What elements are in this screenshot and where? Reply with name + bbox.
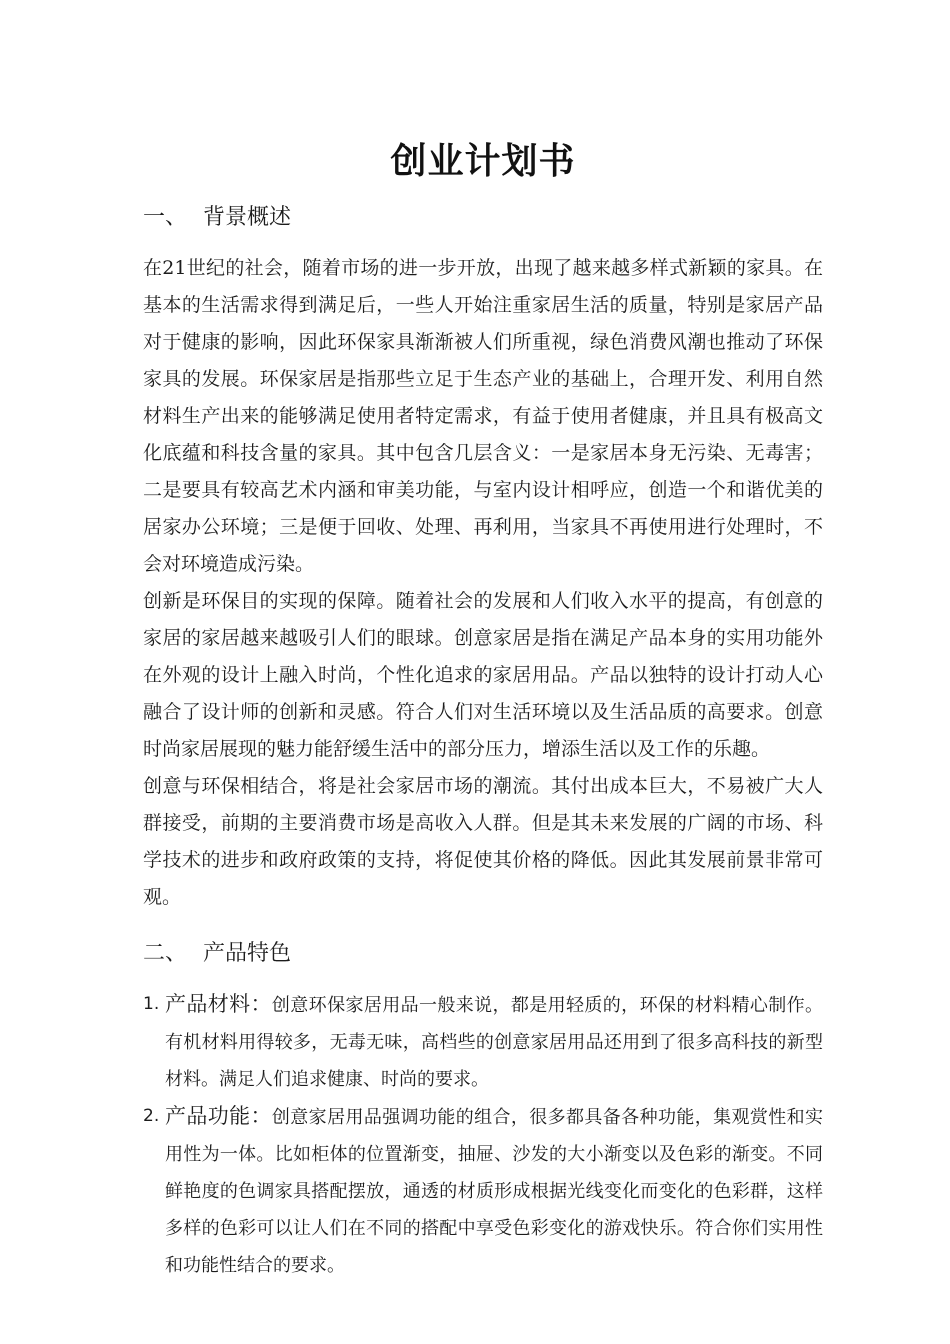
list-item-number: 2. xyxy=(143,1106,160,1126)
section-number: 二、 xyxy=(143,941,188,966)
list-item-text: 创意环保家居用品一般来说，都是用轻质的，环保的材料精心制作。有机材料用得较多，无毒无味，高档些的创意家居用品还用到了很多高科技的新型材料。满足人们追求健康、时尚的要求。 xyxy=(165,995,824,1090)
list-item-function xyxy=(143,1098,823,1284)
section-heading-features xyxy=(143,940,823,968)
paragraph-background-1: 在21世纪的社会，随着市场的进一步开放，出现了越来越多样式新颖的家具。在基本的生活需求得到满足后，一些人开始注重家居生活的质量，特别是家居产品对于健康的影响，因此环保家具渐渐被人们所重视，绿色消费风潮也推动了环保家具的发展。环保家居是指那些立足于生态产业的基础上，合理开发、利用自然材料生产出来的能够满足使用者特定需求，有益于使用者健康，并且具有极高文化底蕴和科技含量的家具。其中包含几层含义：一是家居本身无污染、无毒害；二是要具有较高艺术内涵和审美功能，与室内设计相呼应，创造一个和谐优美的居家办公环境；三是便于回收、处理、再利用，当家具不再使用进行处理时，不会对环境造成污染。 xyxy=(143,257,823,575)
section-heading-background xyxy=(143,204,823,232)
section-number: 一、 xyxy=(143,205,188,230)
document-title: 创业计划书 xyxy=(390,140,576,182)
feature-list xyxy=(143,986,823,1284)
list-item-text: 创意家居用品强调功能的组合，很多都具备各种功能，集观赏性和实用性为一体。比如柜体的位置渐变，抽屉、沙发的大小渐变以及色彩的渐变。不同鲜艳度的色调家具搭配摆放，通透的材质形成根据光线变化而变化的色彩群，这样多样的色彩可以让人们在不同的搭配中享受色彩变化的游戏快乐。符合你们实用性和功能性结合的要求。 xyxy=(165,1107,824,1276)
paragraph-background-2: 创新是环保目的实现的保障。随着社会的发展和人们收入水平的提高，有创意的家居的家居越来越吸引人们的眼球。创意家居是指在满足产品本身的实用功能外在外观的设计上融入时尚，个性化追求的家居用品。产品以独特的设计打动人心融合了设计师的创新和灵感。符合人们对生活环境以及生活品质的高要求。创意时尚家居展现的魅力能舒缓生活中的部分压力，增添生活以及工作的乐趣。 xyxy=(143,590,823,760)
list-item-material xyxy=(143,986,823,1098)
section-title: 产品特色 xyxy=(203,941,292,966)
paragraph-background-3: 创意与环保相结合，将是社会家居市场的潮流。其付出成本巨大，不易被广大人群接受，前期的主要消费市场是高收入人群。但是其未来发展的广阔的市场、科学技术的进步和政府政策的支持，将促使其价格的降低。因此其发展前景非常可观。 xyxy=(143,775,823,908)
section-title: 背景概述 xyxy=(203,205,292,230)
list-item-label: 产品功能： xyxy=(165,1104,272,1128)
list-item-label: 产品材料： xyxy=(165,992,272,1016)
list-item-number: 1. xyxy=(143,994,160,1014)
